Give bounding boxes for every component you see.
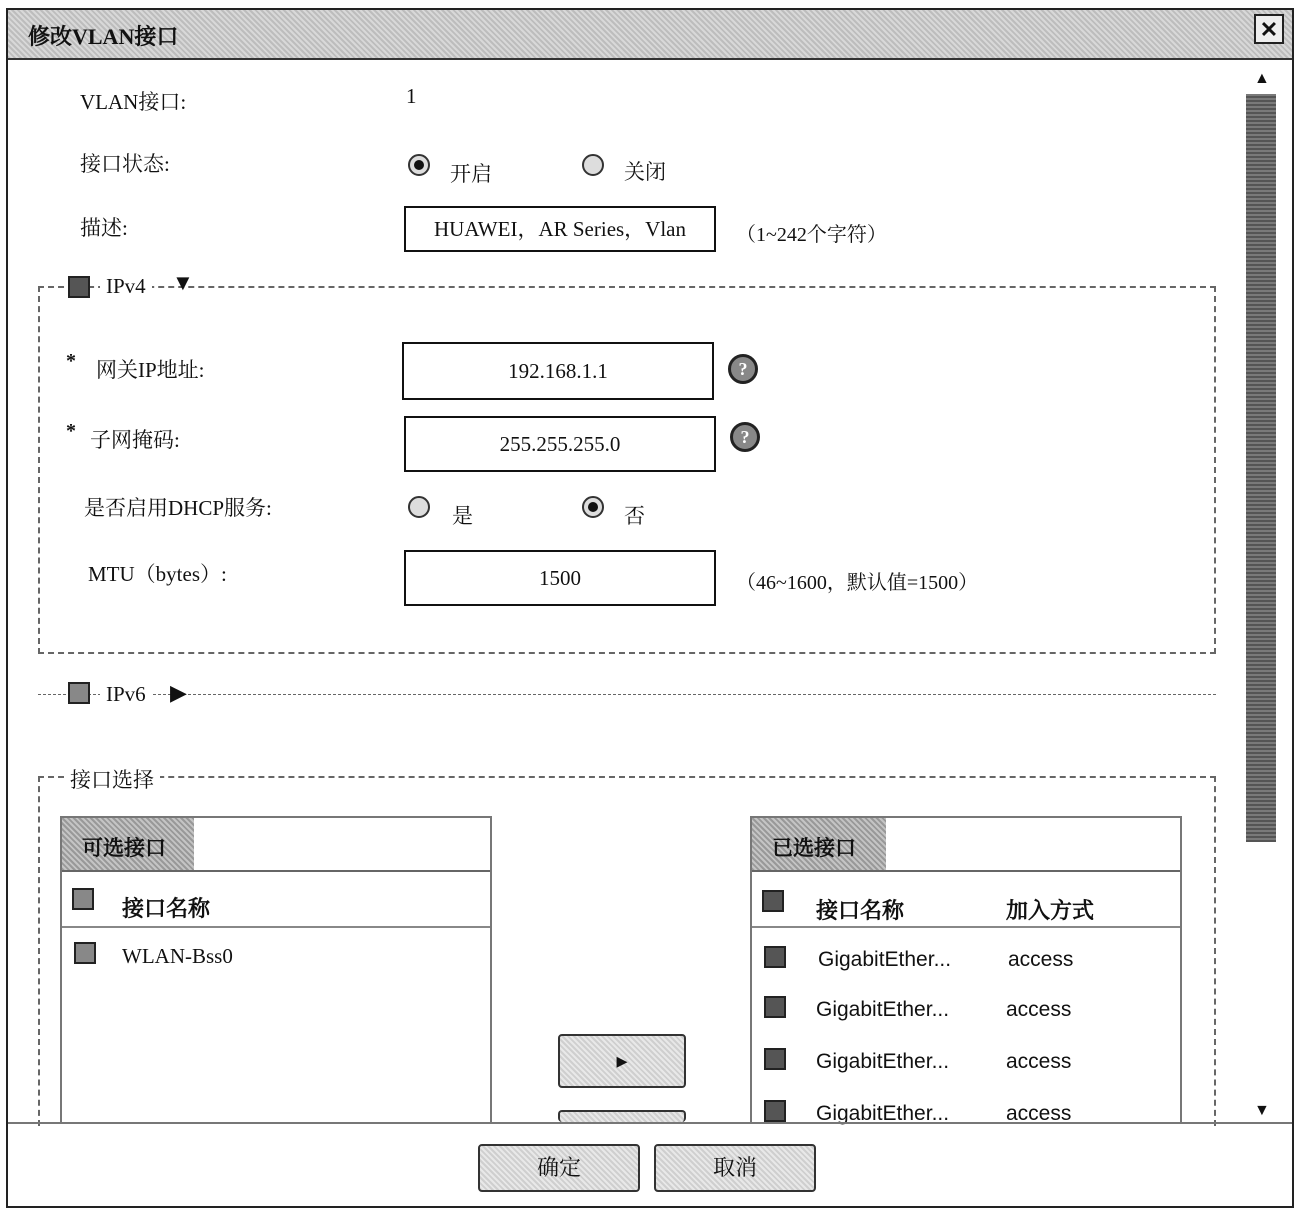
dialog-title: 修改VLAN接口: [28, 24, 179, 49]
dhcp-no-label: 否: [624, 504, 645, 528]
row-join-mode: access: [1008, 948, 1074, 971]
vlan-value: 1: [406, 84, 417, 108]
available-select-all-checkbox[interactable]: [72, 888, 94, 910]
ipv6-expand-icon[interactable]: ▶: [170, 680, 187, 705]
ipv4-legend: IPv4: [100, 274, 152, 299]
row-interface-name: GigabitEther...: [816, 998, 950, 1021]
selected-interfaces-panel: [750, 816, 1182, 1125]
dhcp-no-radio[interactable]: [582, 496, 604, 518]
help-glyph: ?: [740, 427, 750, 447]
dhcp-yes-radio[interactable]: [408, 496, 430, 518]
selected-col-name: 接口名称: [816, 898, 905, 923]
title-bar[interactable]: [8, 10, 1292, 60]
ipv6-checkbox[interactable]: [68, 682, 90, 704]
available-interfaces-panel: [60, 816, 492, 1122]
scroll-thumb[interactable]: [1246, 94, 1276, 842]
vlan-dialog: [6, 8, 1294, 1208]
close-icon: ✕: [1259, 17, 1279, 42]
mtu-input[interactable]: 1500: [404, 550, 716, 606]
ipv6-legend: IPv6: [100, 682, 152, 707]
footer-divider: [8, 1122, 1292, 1124]
available-col-name: 接口名称: [122, 896, 211, 921]
mask-help-icon[interactable]: [730, 422, 760, 452]
close-button[interactable]: [1254, 14, 1284, 44]
mtu-label: MTU（bytes）:: [88, 562, 227, 586]
gateway-label: 网关IP地址:: [96, 358, 205, 382]
gateway-required-mark: *: [66, 350, 76, 372]
ipv4-checkbox[interactable]: [68, 276, 90, 298]
ipv6-fieldset: [38, 694, 1216, 695]
help-glyph: ?: [738, 359, 748, 379]
vertical-scrollbar[interactable]: [1246, 70, 1278, 1120]
gateway-input[interactable]: 192.168.1.1: [402, 342, 714, 400]
dhcp-yes-label: 是: [452, 504, 473, 528]
status-on-radio[interactable]: [408, 154, 430, 176]
subnet-mask-input[interactable]: 255.255.255.0: [404, 416, 716, 472]
gateway-help-icon[interactable]: [728, 354, 758, 384]
mask-required-mark: *: [66, 420, 76, 442]
selected-select-all-checkbox[interactable]: [762, 890, 784, 912]
row-checkbox[interactable]: [764, 1048, 786, 1070]
mask-label: 子网掩码:: [90, 428, 180, 452]
description-label: 描述:: [80, 216, 128, 240]
row-checkbox[interactable]: [764, 996, 786, 1018]
dhcp-label: 是否启用DHCP服务:: [84, 496, 272, 520]
interface-select-legend: 接口选择: [64, 764, 160, 794]
vlan-label: VLAN接口:: [80, 90, 187, 114]
description-hint: （1~242个字符）: [736, 224, 887, 246]
row-interface-name: GigabitEther...: [816, 1050, 950, 1073]
mtu-hint: （46~1600，默认值=1500）: [736, 572, 979, 594]
row-checkbox[interactable]: [764, 1100, 786, 1122]
description-input[interactable]: HUAWEI，AR Series，Vlan: [404, 206, 716, 252]
status-on-label: 开启: [450, 162, 492, 186]
row-join-mode: access: [1006, 1050, 1072, 1073]
available-panel-title: 可选接口: [62, 818, 194, 870]
ipv4-collapse-icon[interactable]: ▼: [172, 270, 194, 295]
header-divider: [62, 926, 490, 928]
cancel-button[interactable]: 取消: [654, 1144, 816, 1192]
row-interface-name: WLAN-Bss0: [122, 944, 233, 968]
panel-divider: [62, 870, 490, 872]
ok-button[interactable]: 确定: [478, 1144, 640, 1192]
row-checkbox[interactable]: [764, 946, 786, 968]
move-right-button[interactable]: [558, 1034, 686, 1088]
row-interface-name: GigabitEther...: [816, 1102, 950, 1125]
panel-divider: [752, 870, 1180, 872]
header-divider: [752, 926, 1180, 928]
row-checkbox[interactable]: [74, 942, 96, 964]
selected-col-mode: 加入方式: [1006, 898, 1095, 923]
scroll-up-icon[interactable]: ▲: [1254, 70, 1270, 87]
move-left-button[interactable]: [558, 1110, 686, 1122]
status-off-radio[interactable]: [582, 154, 604, 176]
row-join-mode: access: [1006, 1102, 1072, 1125]
scroll-down-icon[interactable]: ▼: [1254, 1102, 1270, 1119]
arrow-right-icon: ▸: [616, 1048, 628, 1073]
row-join-mode: access: [1006, 998, 1072, 1021]
row-interface-name: GigabitEther...: [818, 948, 952, 971]
status-label: 接口状态:: [80, 152, 170, 176]
selected-panel-title: 已选接口: [752, 818, 886, 870]
status-off-label: 关闭: [624, 160, 666, 184]
